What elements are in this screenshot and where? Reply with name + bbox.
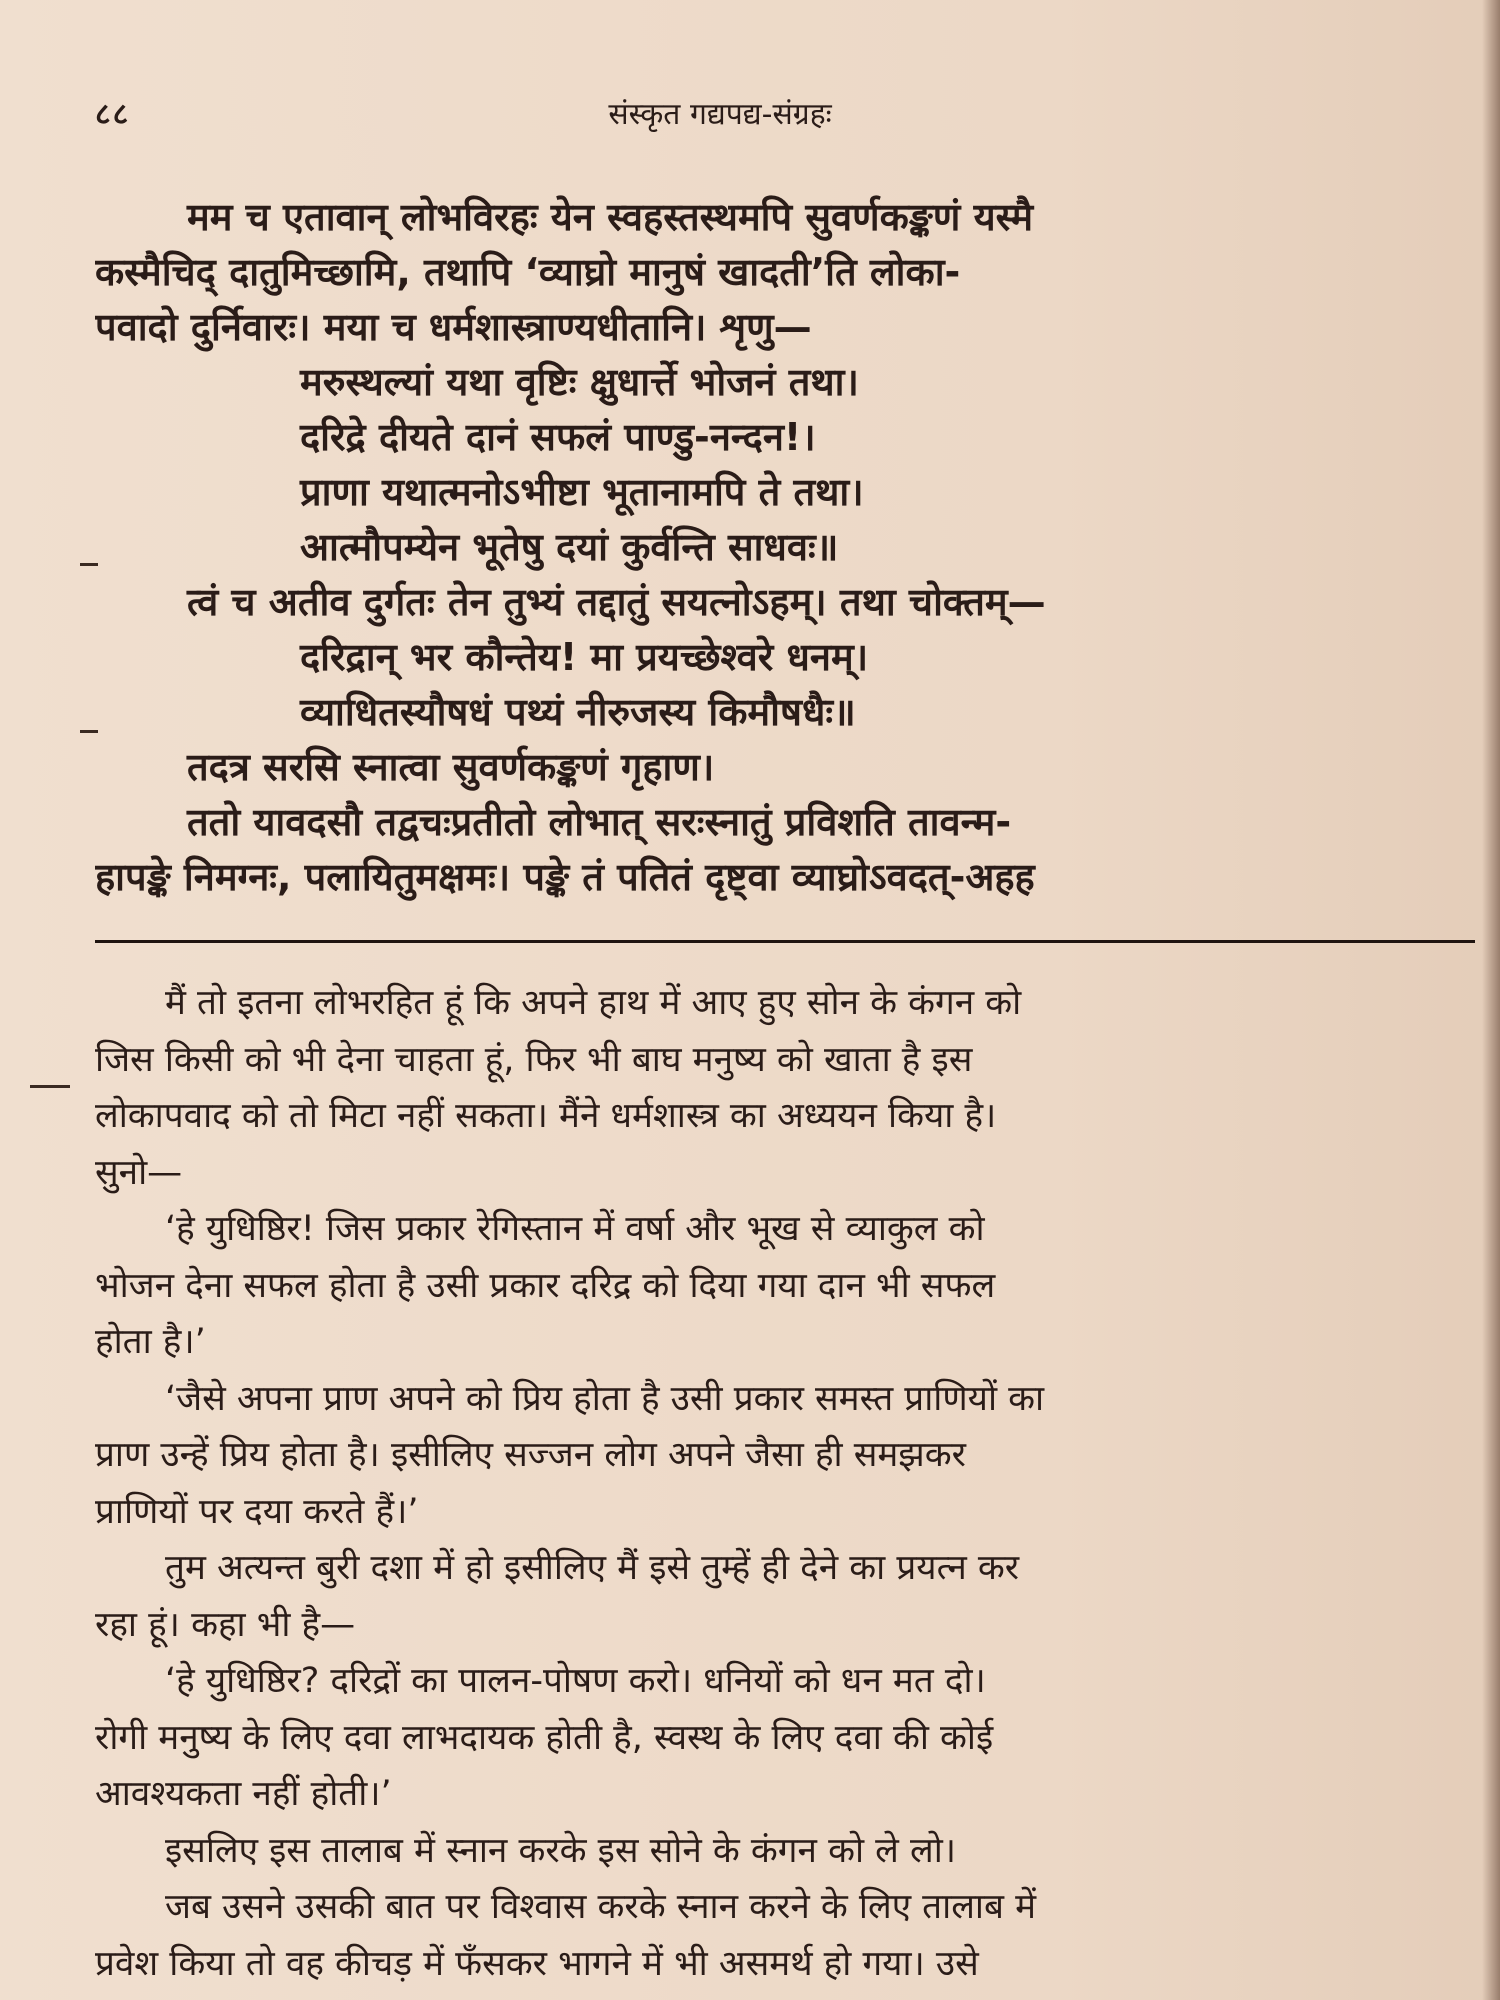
hindi-line: प्राण उन्हें प्रिय होता है। इसीलिए सज्जन लोग अपने जैसा ही समझकर: [95, 1435, 966, 1475]
margin-mark: [80, 730, 98, 733]
margin-mark: [30, 1085, 70, 1088]
hindi-line: होता है।’: [95, 1322, 206, 1362]
hindi-line: जिस किसी को भी देना चाहता हूं, फिर भी बाघ मनुष्य को खाता है इस: [95, 1039, 973, 1080]
sanskrit-line: तदत्र सरसि स्नात्वा सुवर्णकङ्कणं गृहाण।: [187, 745, 715, 789]
sanskrit-line: त्वं च अतीव दुर्गतः तेन तुभ्यं तद्दातुं सयत्नोऽहम्। तथा चोक्तम्—: [187, 580, 1046, 624]
sanskrit-line: हापङ्के निमग्नः, पलायितुमक्षमः। पङ्के तं पतितं दृष्ट्वा व्याघ्रोऽवदत्-अहह: [95, 855, 1035, 899]
hindi-line: रहा हूं। कहा भी है—: [95, 1604, 356, 1645]
hindi-translation-block: [95, 975, 1475, 1992]
sanskrit-line: पवादो दुर्निवारः। मया च धर्मशास्त्राण्यधीतानि। शृणु—: [95, 305, 812, 349]
page-binding-shadow: [1482, 0, 1500, 2000]
hindi-line: प्राणियों पर दया करते हैं।’: [95, 1491, 419, 1532]
sanskrit-text-block: [95, 190, 1475, 905]
hindi-line: सुनो—: [95, 1152, 183, 1193]
sanskrit-line: कस्मैचिद् दातुमिच्छामि, तथापि ‘व्याघ्रो मानुषं खादती’ति लोका-: [95, 250, 961, 294]
page-number: ८८: [95, 97, 131, 132]
hindi-line: भोजन देना सफल होता है उसी प्रकार दरिद्र को दिया गया दान भी सफल: [95, 1265, 996, 1306]
margin-mark: [80, 563, 98, 566]
sanskrit-verse-line: व्याधितस्यौषधं पथ्यं नीरुजस्य किमौषधैः॥: [300, 690, 856, 734]
hindi-line: तुम अत्यन्त बुरी दशा में हो इसीलिए मैं इसे तुम्हें ही देने का प्रयत्न कर: [165, 1548, 1020, 1588]
sanskrit-verse-line: दरिद्रान् भर कौन्तेय! मा प्रयच्छेश्वरे धनम्।: [300, 635, 869, 679]
sanskrit-verse-line: दरिद्रे दीयते दानं सफलं पाण्डु-नन्दन!।: [300, 415, 816, 459]
section-divider: [95, 940, 1475, 943]
sanskrit-line: ततो यावदसौ तद्वचःप्रतीतो लोभात् सरःस्नातुं प्रविशति तावन्म-: [187, 800, 1012, 844]
hindi-line: आवश्यकता नहीं होती।’: [95, 1774, 392, 1814]
sanskrit-verse-line: आत्मौपम्येन भूतेषु दयां कुर्वन्ति साधवः॥: [300, 525, 839, 569]
hindi-line: प्रवेश किया तो वह कीचड़ में फँसकर भागने में भी असमर्थ हो गया। उसे: [95, 1943, 979, 1984]
hindi-line: ‘जैसे अपना प्राण अपने को प्रिय होता है उसी प्रकार समस्त प्राणियों का: [165, 1378, 1045, 1419]
sanskrit-verse-line: मरुस्थल्यां यथा वृष्टिः क्षुधार्त्ते भोजनं तथा।: [300, 360, 859, 404]
running-title: संस्कृत गद्यपद्य-संग्रहः: [608, 97, 832, 132]
hindi-line: लोकापवाद को तो मिटा नहीं सकता। मैंने धर्मशास्त्र का अध्ययन किया है।: [95, 1096, 997, 1136]
hindi-line: ‘हे युधिष्ठिर! जिस प्रकार रेगिस्तान में वर्षा और भूख से व्याकुल को: [165, 1209, 985, 1249]
hindi-line: जब उसने उसकी बात पर विश्वास करके स्नान करने के लिए तालाब में: [165, 1887, 1037, 1927]
hindi-line: इसलिए इस तालाब में स्नान करके इस सोने के कंगन को ले लो।: [165, 1830, 957, 1871]
page-header: [95, 92, 1475, 132]
sanskrit-line: मम च एतावान् लोभविरहः येन स्वहस्तस्थमपि सुवर्णकङ्कणं यस्मै: [187, 195, 1034, 239]
hindi-line: मैं तो इतना लोभरहित हूं कि अपने हाथ में आए हुए सोन के कंगन को: [165, 983, 1022, 1023]
hindi-line: रोगी मनुष्य के लिए दवा लाभदायक होती है, स्वस्थ के लिए दवा की कोई: [95, 1717, 994, 1758]
sanskrit-verse-line: प्राणा यथात्मनोऽभीष्टा भूतानामपि ते तथा।: [300, 470, 864, 514]
hindi-line: ‘हे युधिष्ठिर? दरिद्रों का पालन-पोषण करो। धनियों को धन मत दो।: [165, 1661, 986, 1701]
